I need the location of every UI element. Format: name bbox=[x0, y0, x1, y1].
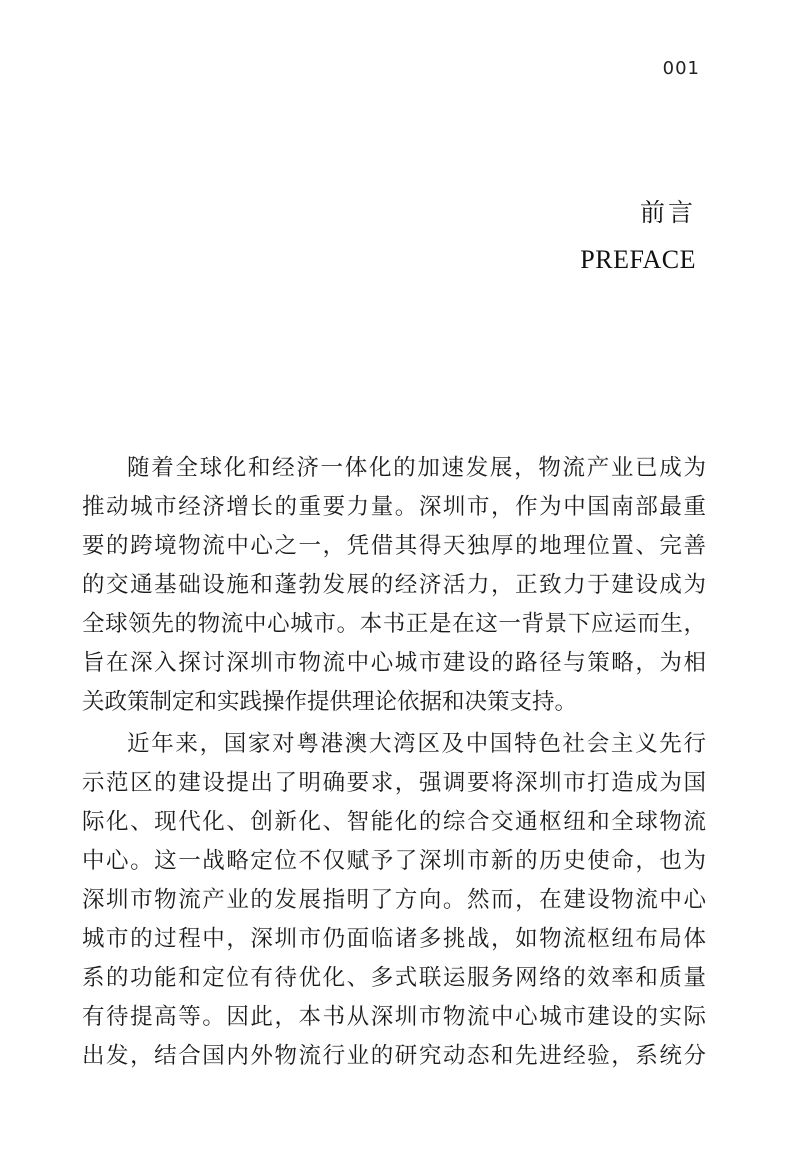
text-line: 有待提高等。因此，本书从深圳市物流中心城市建设的实际 bbox=[82, 1004, 706, 1030]
title-block bbox=[580, 196, 696, 276]
preface-title-english: PREFACE bbox=[580, 245, 696, 274]
text-line: 出发，结合国内外物流行业的研究动态和先进经验，系统分 bbox=[82, 1043, 706, 1069]
text-line: 旨在深入探讨深圳市物流中心城市建设的路径与策略，为相 bbox=[82, 650, 706, 676]
text-line: 全球领先的物流中心城市。本书正是在这一背景下应运而生， bbox=[82, 611, 706, 637]
text-line: 际化、现代化、创新化、智能化的综合交通枢纽和全球物流 bbox=[82, 809, 706, 835]
text-line: 要的跨境物流中心之一，凭借其得天独厚的地理位置、完善 bbox=[82, 533, 706, 559]
text-line: 示范区的建设提出了明确要求，强调要将深圳市打造成为国 bbox=[82, 770, 706, 796]
text-line: 中心。这一战略定位不仅赋予了深圳市新的历史使命，也为 bbox=[82, 848, 706, 874]
text-line: 的交通基础设施和蓬勃发展的经济活力，正致力于建设成为 bbox=[82, 572, 706, 598]
text-line: 深圳市物流产业的发展指明了方向。然而，在建设物流中心 bbox=[82, 887, 706, 913]
paragraph-2 bbox=[82, 725, 706, 1076]
paragraph-1 bbox=[82, 449, 706, 722]
page-number: 001 bbox=[662, 58, 700, 79]
text-line: 系的功能和定位有待优化、多式联运服务网络的效率和质量 bbox=[82, 965, 706, 991]
text-line: 随着全球化和经济一体化的加速发展，物流产业已成为 bbox=[127, 455, 706, 481]
text-line: 推动城市经济增长的重要力量。深圳市，作为中国南部最重 bbox=[82, 494, 706, 520]
text-line: 近年来，国家对粤港澳大湾区及中国特色社会主义先行 bbox=[127, 731, 706, 757]
text-line: 关政策制定和实践操作提供理论依据和决策支持。 bbox=[82, 689, 578, 715]
preface-body bbox=[82, 449, 706, 1079]
text-line: 城市的过程中，深圳市仍面临诸多挑战，如物流枢纽布局体 bbox=[82, 926, 706, 952]
preface-title-chinese: 前言 bbox=[639, 198, 696, 227]
